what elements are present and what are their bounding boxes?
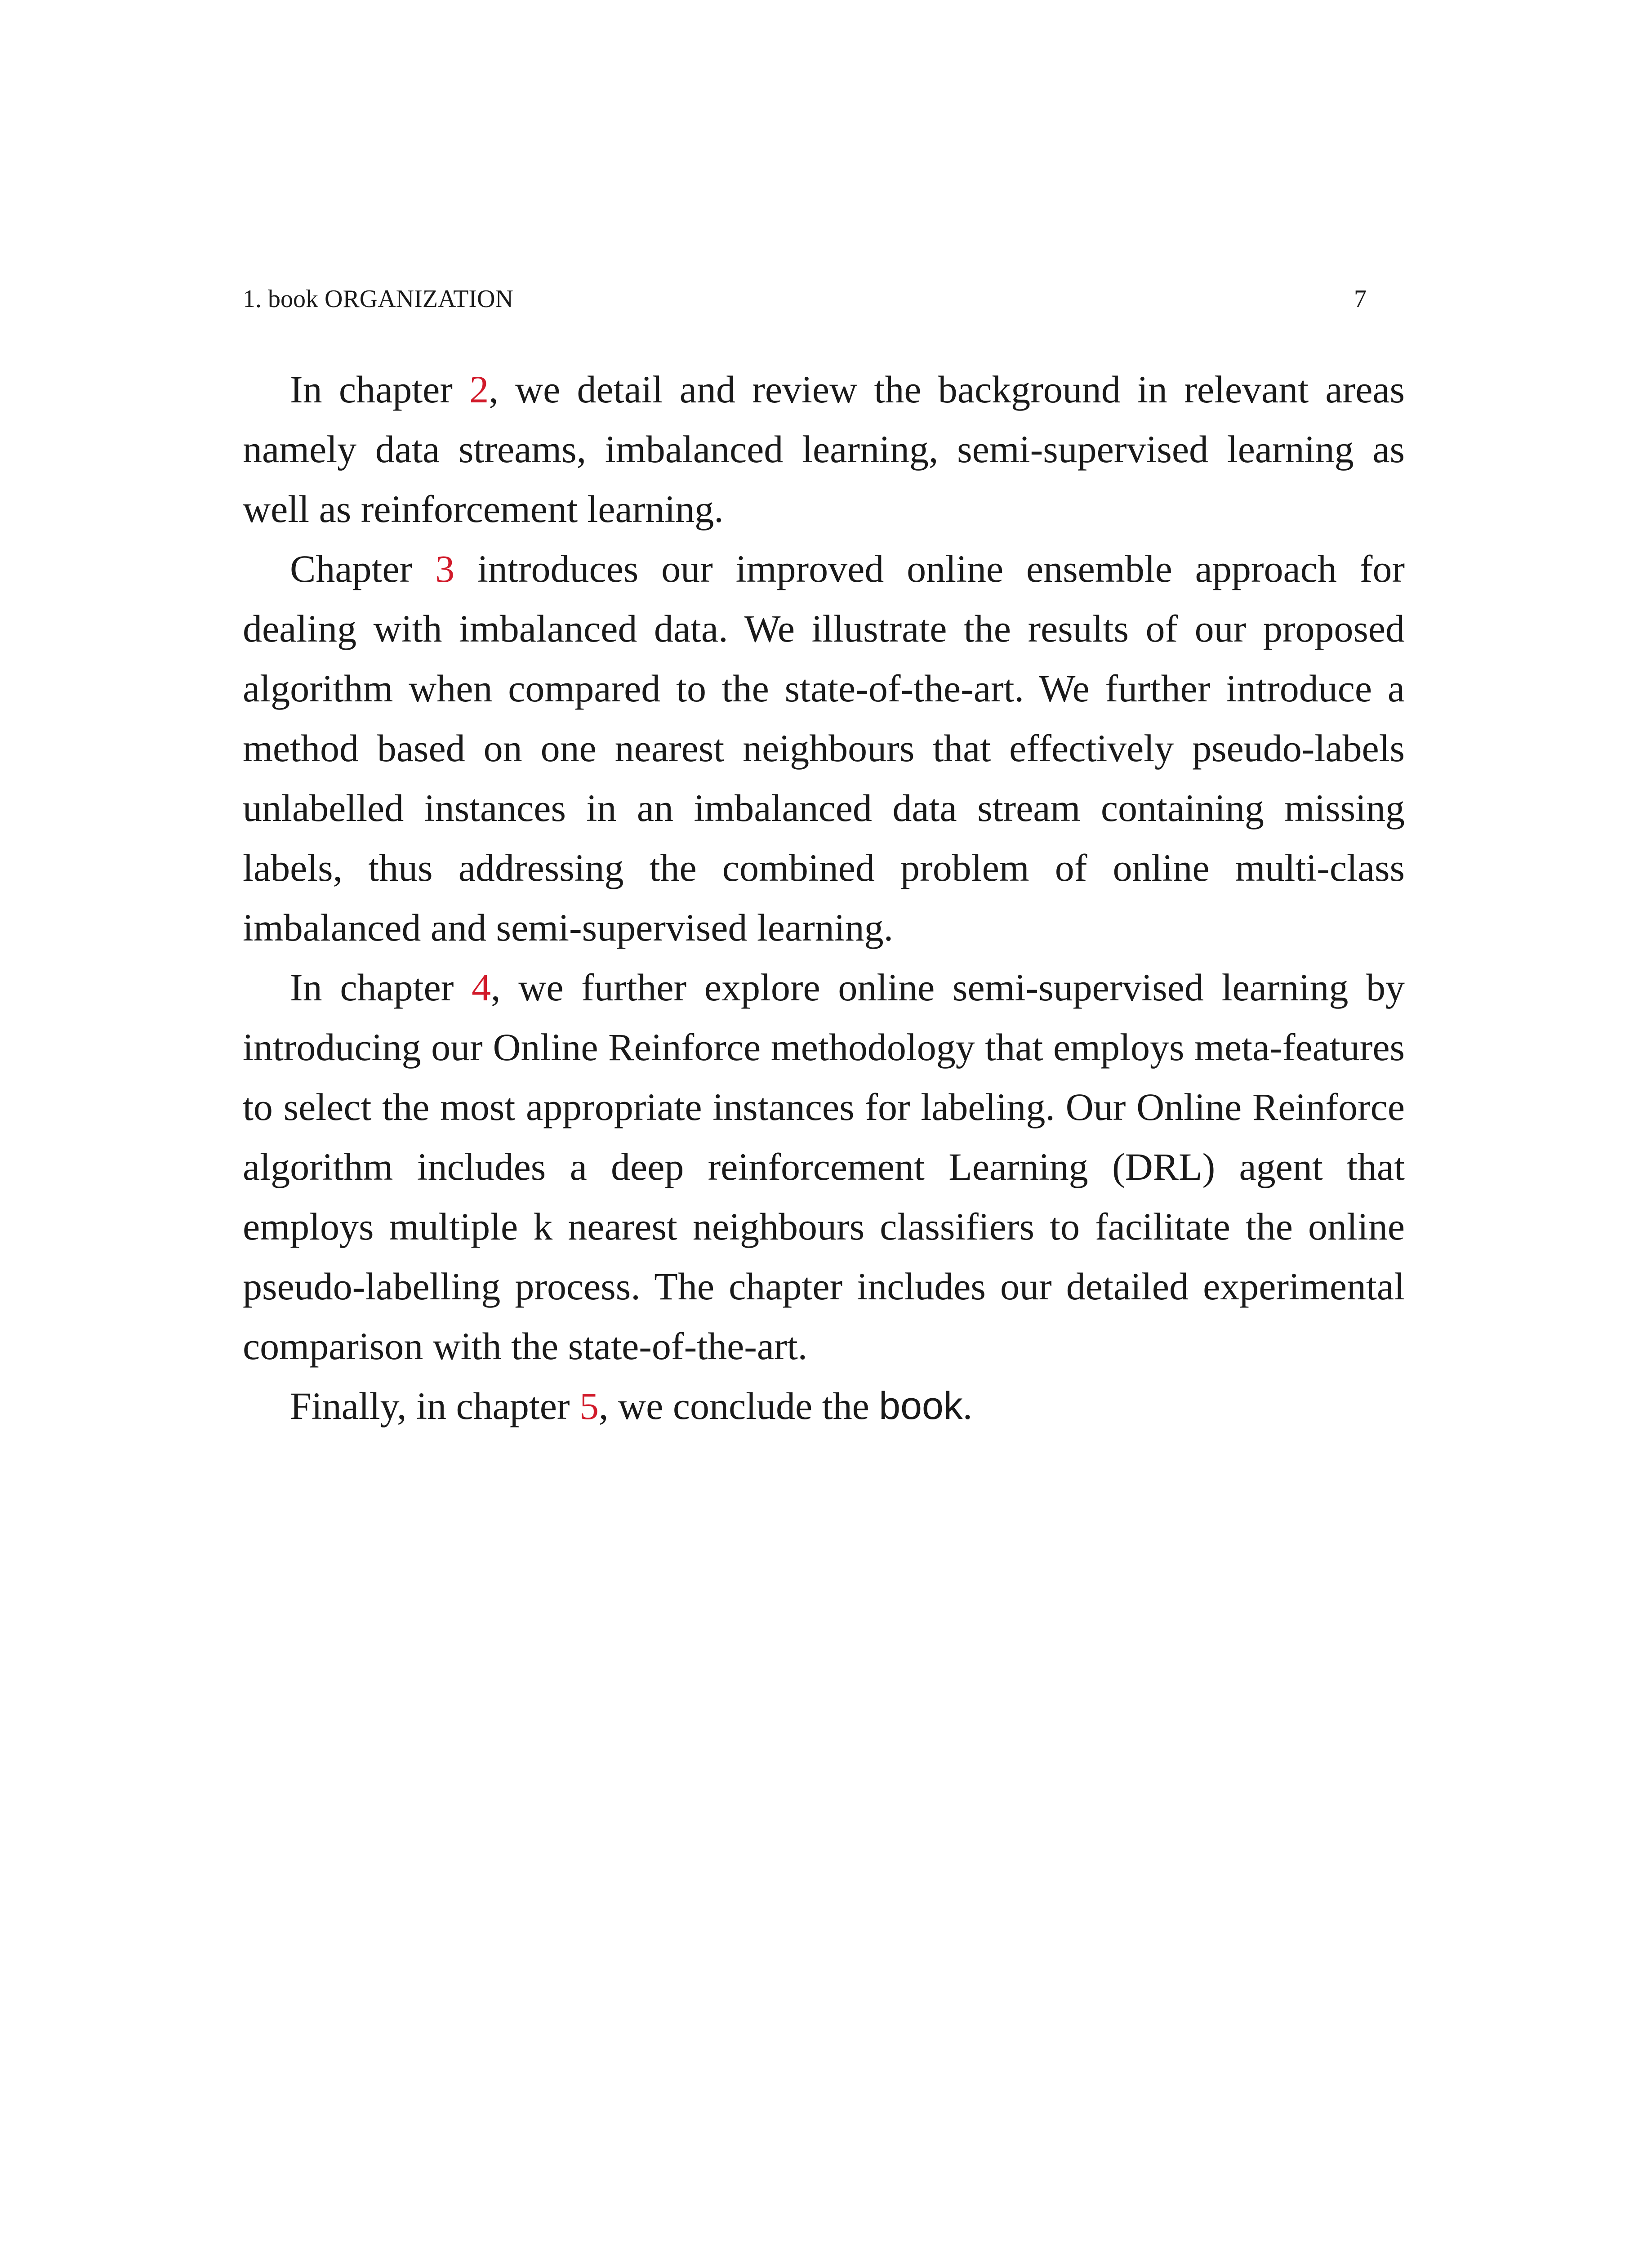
- text-segment: , we conclude the: [599, 1384, 879, 1427]
- text-segment: Chapter: [290, 547, 436, 590]
- chapter-3-link[interactable]: 3: [435, 547, 455, 590]
- text-segment: , we detail and review the background in relevant areas namely data streams, imbalanced learning, semi-supervised learning as well as reinforcement learning.: [243, 368, 1405, 531]
- chapter-4-link[interactable]: 4: [472, 966, 491, 1009]
- paragraph-chapter-5: [243, 1376, 1405, 1436]
- header-title: 1. book ORGANIZATION: [243, 285, 513, 313]
- text-segment: Finally, in chapter: [290, 1384, 580, 1427]
- text-segment: introduces our improved online ensemble approach for dealing with imbalanced data. We illustrate the results of our proposed algorithm when compared to the state-of-the-art. We further introduce a method based on one nearest neighbours that effectively pseudo-labels unlabelled instances in an imbalanced data stream containing missing labels, thus addressing the combined problem of online multi-class imbalanced and semi-supervised learning.: [243, 547, 1405, 949]
- text-segment: In chapter: [290, 368, 470, 411]
- chapter-5-link[interactable]: 5: [579, 1384, 599, 1427]
- text-segment: In chapter: [290, 966, 472, 1009]
- text-segment: , we further explore online semi-supervised learning by introducing our Online Reinforce methodology that employs meta-features to select the most appropriate instances for labeling. Our Online Reinforce algorithm includes a deep reinforcement Learning (DRL) agent that employs multiple k nearest neighbours classifiers to facilitate the online pseudo-labelling process. The chapter includes our detailed experimental comparison with the state-of-the-art.: [243, 966, 1405, 1368]
- body-text: [243, 360, 1405, 1436]
- paragraph-chapter-3: [243, 539, 1405, 958]
- running-header: [243, 283, 1367, 315]
- paragraph-chapter-2: [243, 360, 1405, 539]
- page-number: 7: [1354, 285, 1367, 313]
- book-word: book: [879, 1384, 963, 1427]
- chapter-2-link[interactable]: 2: [469, 368, 489, 411]
- text-segment: .: [962, 1384, 973, 1427]
- paragraph-chapter-4: [243, 958, 1405, 1376]
